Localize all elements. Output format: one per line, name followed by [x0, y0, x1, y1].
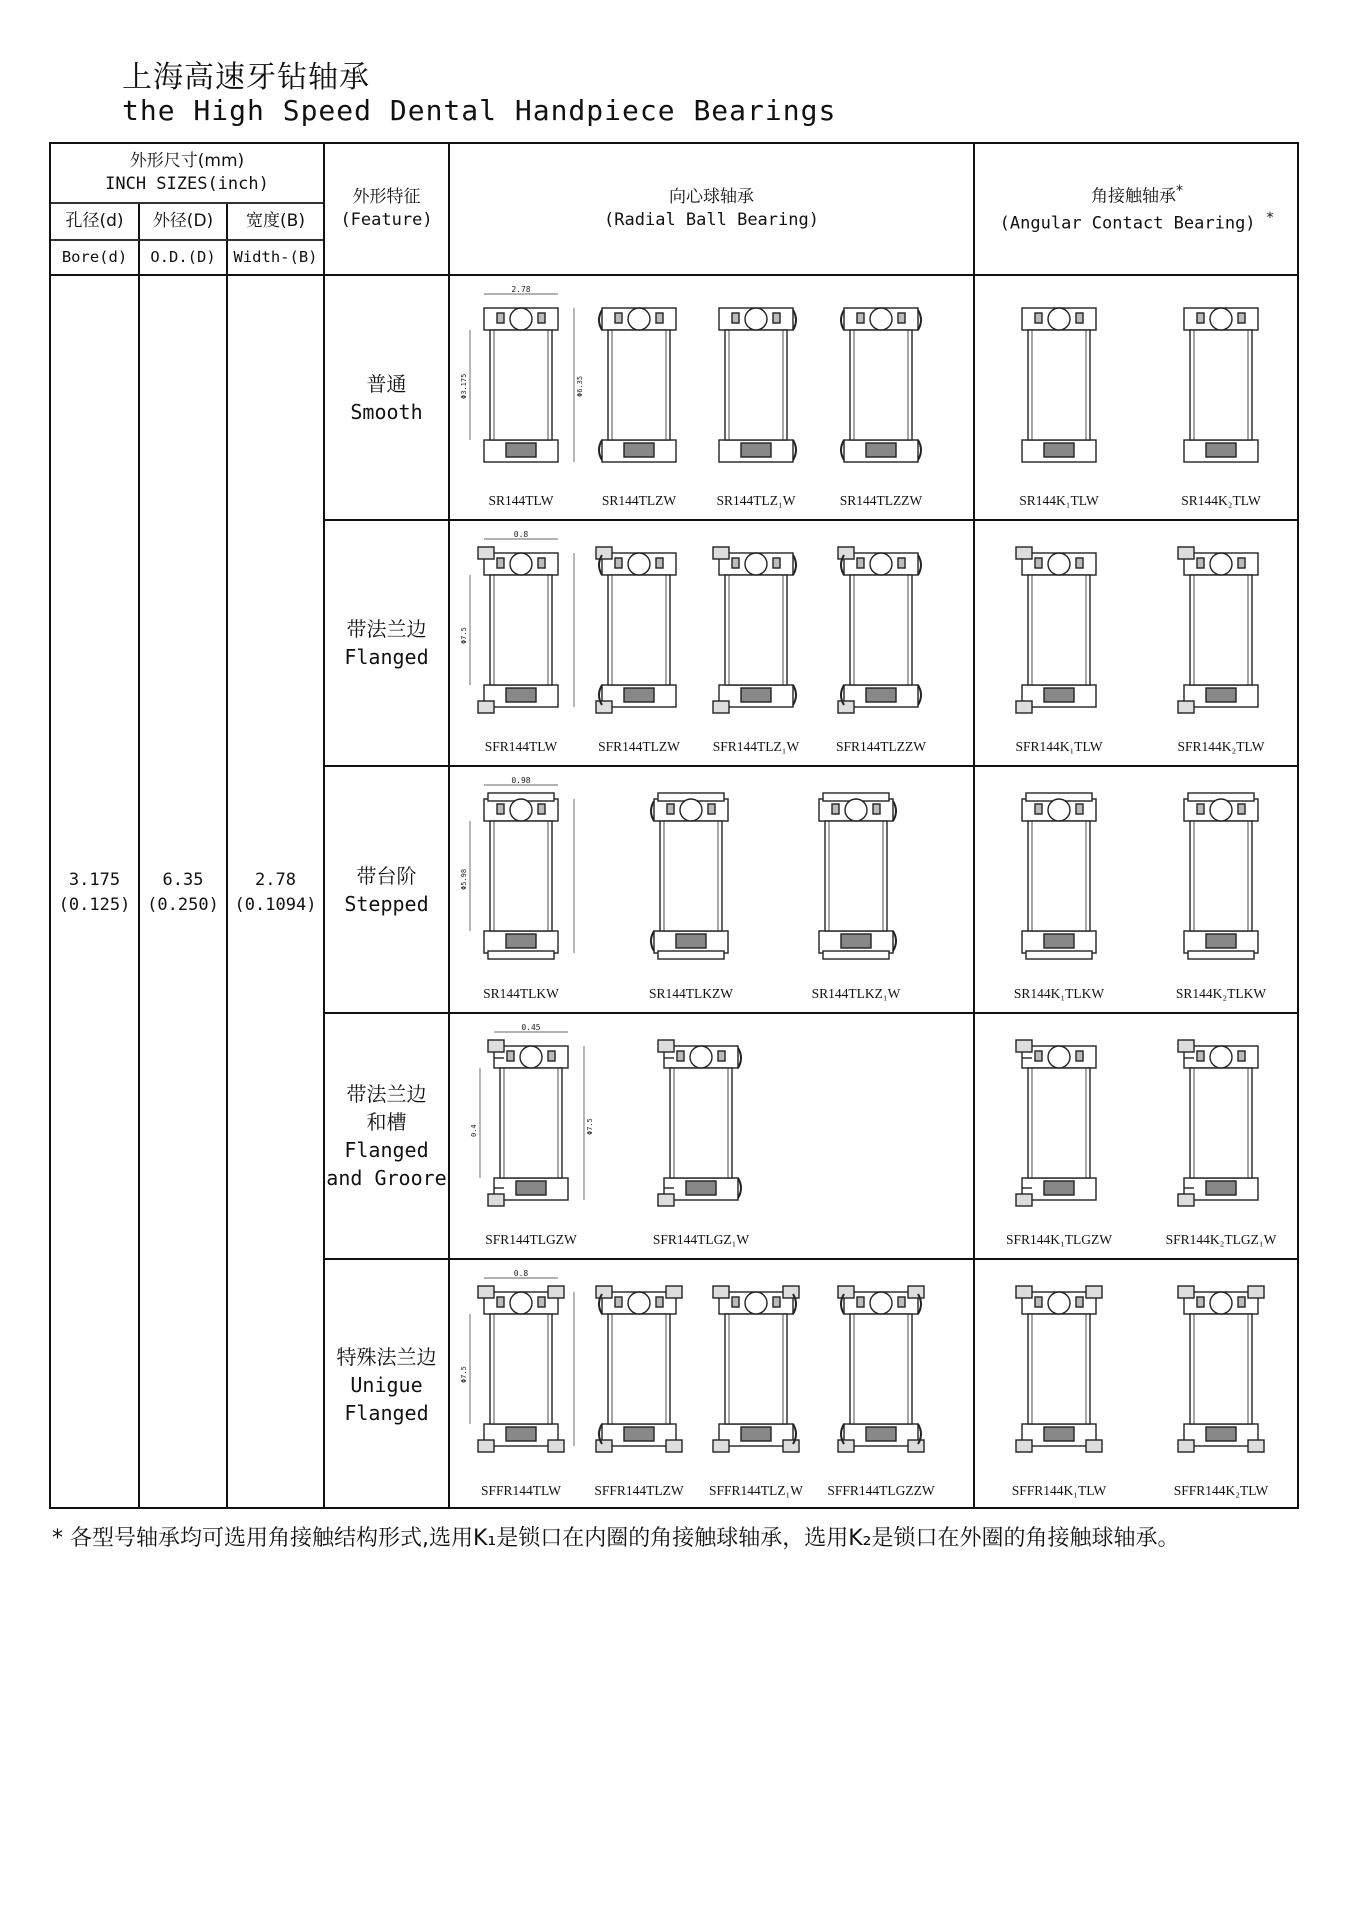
- bore-header-cn: 孔径(d): [65, 211, 124, 232]
- bearing-cross-section: [470, 1023, 594, 1218]
- dimension-label: Φ7.5: [586, 1118, 594, 1135]
- dims-header-inch: INCH SIZES(inch): [105, 174, 269, 194]
- feature-cn: 普通: [366, 371, 407, 396]
- bearing-cross-section: [1161, 290, 1281, 480]
- model-label: SFFR144TLZ₁W: [709, 1483, 803, 1498]
- radial-bearing-drawing: [579, 1274, 699, 1468]
- radial-bearing-drawing: [696, 535, 816, 729]
- feature-cn: 带法兰边: [346, 1082, 427, 1106]
- footnote: [52, 1522, 1302, 1556]
- radial-bearing-drawing: [821, 290, 941, 484]
- feature-flanged: [325, 521, 448, 765]
- angular-bearing-drawing: [999, 290, 1119, 484]
- bearing-cross-section: [999, 535, 1119, 725]
- model-label: SR144TLKZ₁W: [811, 986, 901, 1001]
- model-label: SFFR144K₂TLW: [1173, 1483, 1269, 1498]
- bearing-cross-section: [460, 1269, 581, 1464]
- model-label: SR144TLKZW: [649, 986, 733, 1001]
- bearing-cross-section: [696, 290, 816, 480]
- dims-header: [51, 144, 323, 202]
- od-header-cn: 外径(D): [152, 211, 214, 232]
- model-label: SFFR144K₁TLW: [1011, 1483, 1107, 1498]
- model-label: SFR144K₁TLGZW: [1006, 1232, 1112, 1247]
- od-mm: 6.35: [162, 869, 204, 890]
- bearing-cross-section: [999, 781, 1119, 971]
- radial-bearing-drawing: [696, 1274, 816, 1468]
- dimension-label: 0.45: [521, 1023, 541, 1032]
- bearing-cross-section: [1161, 535, 1281, 725]
- feature-en: Unigue: [350, 1372, 423, 1397]
- model-label: SFR144TLGZW: [485, 1232, 577, 1247]
- row-divider: [323, 1012, 1299, 1014]
- dimension-label: Φ7.5: [460, 627, 468, 644]
- radial-bearing-drawing: [579, 290, 699, 484]
- feature-cn2: 和槽: [366, 1110, 407, 1134]
- bore-value: [51, 276, 138, 1509]
- radial-bearing-drawing: [460, 285, 584, 484]
- bearing-cross-section: [460, 530, 581, 725]
- feature-cn: 带法兰边: [346, 617, 427, 641]
- radial-bearing-drawing: [579, 535, 699, 729]
- width-mm: 2.78: [255, 869, 296, 890]
- angular-bearing-drawing: [1161, 781, 1281, 975]
- feature-header-cn: 外形特征: [352, 187, 421, 208]
- model-label: SR144K₂TLW: [1181, 493, 1261, 508]
- bearing-cross-section: [460, 776, 581, 971]
- feature-en: Smooth: [350, 399, 423, 424]
- page-title-en: the High Speed Dental Handpiece Bearings: [122, 94, 837, 127]
- feature-cn: 特殊法兰边: [336, 1344, 437, 1369]
- model-label: SFR144TLZZW: [836, 739, 926, 754]
- model-label: SFFR144TLGZZW: [827, 1483, 935, 1498]
- bearing-cross-section: [460, 285, 584, 480]
- angular-bearing-drawing: [999, 1274, 1119, 1468]
- model-label: SFR144TLZ₁W: [712, 739, 800, 754]
- feature-en2: Flanged: [344, 1400, 429, 1425]
- width-value: [228, 276, 323, 1509]
- bearing-cross-section: [696, 1274, 816, 1464]
- model-label: SR144TLZZW: [839, 493, 923, 508]
- model-label: SFFR144TLZW: [594, 1483, 684, 1498]
- bearing-cross-section: [821, 290, 941, 480]
- bearing-cross-section: [821, 535, 941, 725]
- bearing-cross-section: [579, 1274, 699, 1464]
- model-label: SFR144K₁TLW: [1015, 739, 1103, 754]
- angular-header-cn: 角接触轴承: [1090, 187, 1176, 208]
- bearing-cross-section: [999, 1028, 1119, 1218]
- model-label: SR144TLKW: [483, 986, 559, 1001]
- model-label: SFR144K₂TLGZ₁W: [1165, 1232, 1277, 1247]
- radial-bearing-drawing: [821, 535, 941, 729]
- radial-bearing-drawing: [460, 1269, 581, 1468]
- row-divider: [323, 1258, 1299, 1260]
- bearing-cross-section: [579, 290, 699, 480]
- model-label: SR144TLZW: [601, 493, 677, 508]
- angular-header-star: *: [1175, 183, 1184, 200]
- bearing-cross-section: [999, 1274, 1119, 1464]
- model-label: SR144TLZ₁W: [716, 493, 796, 508]
- footnote-text: 各型号轴承均可选用角接触结构形式,选用K₁是锁口在内圈的角接触球轴承，选用K₂是锁口在外圈的角接触球轴承。: [70, 1526, 1180, 1551]
- od-value: [140, 276, 226, 1509]
- dimension-label: Φ7.5: [460, 1366, 468, 1383]
- angular-header-en-star: *: [1265, 210, 1275, 226]
- dimension-label: 0.8: [513, 530, 529, 539]
- dimension-label: 0.8: [513, 1269, 529, 1278]
- row-divider: [323, 519, 1299, 521]
- radial-bearing-drawing: [796, 781, 916, 975]
- bore-mm: 3.175: [68, 869, 121, 890]
- od-inch: (0.250): [147, 894, 219, 915]
- radial-bearing-drawing: [631, 781, 751, 975]
- col-divider: [448, 144, 450, 1509]
- radial-bearing-drawing: [460, 776, 581, 975]
- feature-en: Stepped: [344, 891, 429, 916]
- radial-bearing-drawing: [470, 1023, 594, 1222]
- col-divider: [973, 144, 975, 1509]
- bearing-cross-section: [821, 1274, 941, 1464]
- radial-bearing-drawing: [821, 1274, 941, 1468]
- feature-stepped: [325, 767, 448, 1012]
- angular-bearing-drawing: [999, 535, 1119, 729]
- radial-header: [450, 144, 973, 274]
- angular-header-en: (Angular Contact Bearing): [999, 213, 1256, 234]
- width-inch: (0.1094): [234, 894, 317, 915]
- bearing-table: [49, 142, 1299, 1509]
- dimension-label: Φ6.35: [576, 375, 584, 397]
- model-label: SFR144TLZW: [598, 739, 680, 754]
- bore-inch: (0.125): [58, 894, 131, 915]
- footnote-star: *: [52, 1526, 63, 1551]
- bearing-cross-section: [696, 535, 816, 725]
- od-header-en: O.D.(D): [150, 248, 216, 267]
- bearing-cross-section: [796, 781, 916, 971]
- model-label: SFR144TLW: [484, 739, 558, 754]
- model-label: SFFR144TLW: [480, 1483, 562, 1498]
- dims-header-cn: 外形尺寸(mm): [129, 151, 245, 172]
- row-divider: [323, 765, 1299, 767]
- model-label: SR144K₁TLKW: [1013, 986, 1105, 1001]
- feature-en2: and Groore: [326, 1166, 447, 1190]
- bearing-cross-section: [1161, 1028, 1281, 1218]
- feature-smooth: [325, 276, 448, 519]
- angular-bearing-drawing: [1161, 535, 1281, 729]
- dimension-label: Φ5.98: [460, 868, 468, 890]
- bearing-cross-section: [579, 535, 699, 725]
- model-label: SFR144TLGZ₁W: [652, 1232, 750, 1247]
- dimension-label: Φ3.175: [460, 373, 468, 399]
- width-header-cn: 宽度(B): [246, 211, 305, 232]
- bearing-cross-section: [641, 1028, 761, 1218]
- model-label: SFR144K₂TLW: [1177, 739, 1265, 754]
- bearing-cross-section: [1161, 781, 1281, 971]
- angular-header: [975, 144, 1299, 274]
- feature-header: [325, 144, 448, 274]
- feature-cn: 带台阶: [356, 863, 417, 888]
- radial-header-cn: 向心球轴承: [669, 187, 754, 208]
- radial-bearing-drawing: [641, 1028, 761, 1222]
- feature-en: Flanged: [344, 645, 429, 669]
- bearing-cross-section: [1161, 1274, 1281, 1464]
- dimension-label: 0.98: [511, 776, 531, 785]
- bore-header-en: Bore(d): [61, 248, 128, 267]
- bearing-cross-section: [999, 290, 1119, 480]
- feature-unique-flanged: [325, 1260, 448, 1509]
- feature-header-en: (Feature): [340, 210, 433, 230]
- radial-header-en: (Radial Ball Bearing): [604, 210, 819, 230]
- feature-en: Flanged: [344, 1138, 429, 1162]
- angular-bearing-drawing: [1161, 1274, 1281, 1468]
- model-label: SR144K₁TLW: [1019, 493, 1099, 508]
- radial-bearing-drawing: [696, 290, 816, 484]
- bearing-cross-section: [631, 781, 751, 971]
- model-label: SR144TLW: [488, 493, 554, 508]
- angular-bearing-drawing: [1161, 290, 1281, 484]
- page-title-cn: 上海高速牙钻轴承: [122, 60, 370, 95]
- radial-bearing-drawing: [460, 530, 581, 729]
- dimension-label: 0.4: [470, 1124, 478, 1137]
- angular-bearing-drawing: [999, 781, 1119, 975]
- angular-bearing-drawing: [1161, 1028, 1281, 1222]
- dimension-label: 2.78: [511, 285, 531, 294]
- feature-flanged-groove: [325, 1014, 448, 1258]
- width-header-en: Width-(B): [233, 248, 318, 267]
- model-label: SR144K₂TLKW: [1175, 986, 1267, 1001]
- angular-bearing-drawing: [999, 1028, 1119, 1222]
